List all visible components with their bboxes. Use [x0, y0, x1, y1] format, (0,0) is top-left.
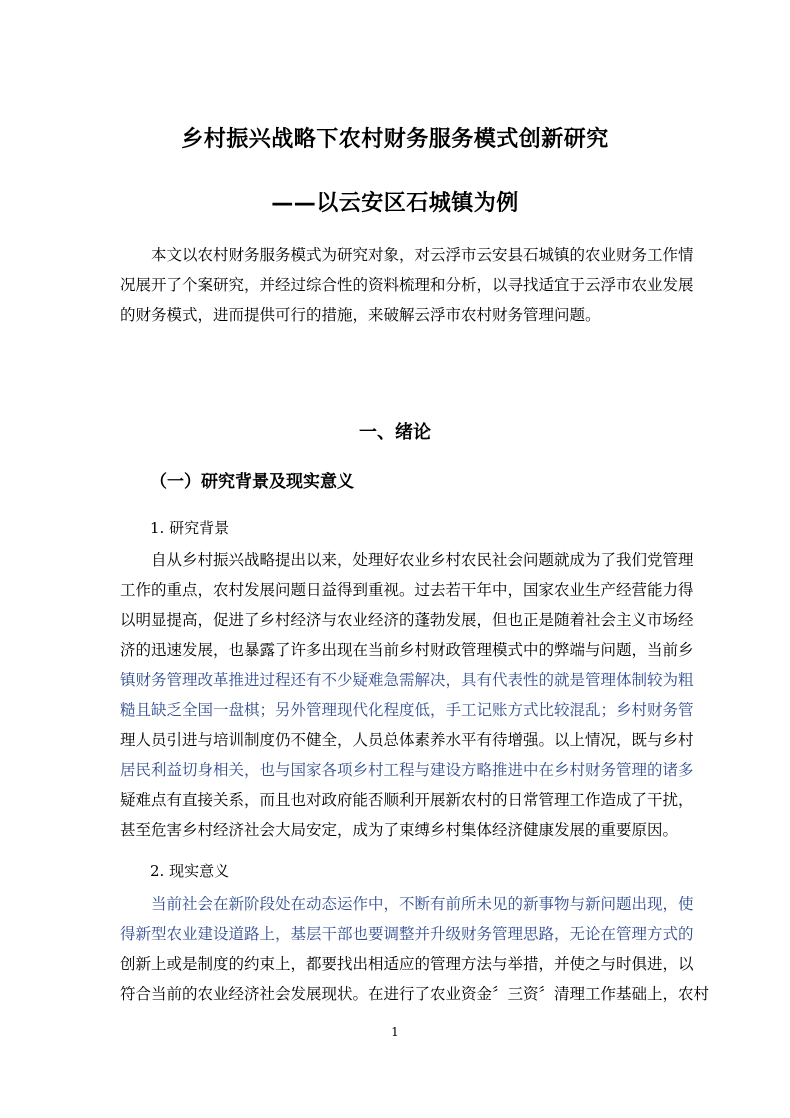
body-line: 符合当前的农业经济社会发展现状。在进行了农业资金〞三资〞清理工作基础上，农村: [120, 985, 710, 1003]
body-line: 疑难点有直接关系，而且也对政府能否顺利开展新农村的日常管理工作造成了干扰，: [120, 791, 694, 809]
body-line: 创新上或是制度的约束上，都要找出相适应的管理方法与举措，并使之与时俱进，以: [120, 955, 694, 973]
background-paragraph: [120, 545, 710, 845]
item-heading-research-background: 1. 研究背景: [150, 519, 230, 537]
body-line: 镇财务管理改革推进过程还有不少疑难急需解决，具有代表性的就是管理体制较为粗: [120, 671, 694, 689]
significance-paragraph: [120, 889, 710, 1009]
body-line: 济的迅速发展，也暴露了许多出现在当前乡村财政管理模式中的弊端与问题，当前乡: [120, 641, 694, 659]
body-line: 当前社会在新阶段处在动态运作中，不断有前所未见的新事物与新问题出现，使: [151, 895, 694, 913]
abstract-line: 况展开了个案研究，并经过综合性的资料梳理和分析，以寻找适宜于云浮市农业发展: [120, 276, 694, 294]
body-line: 得新型农业建设道路上，基层干部也要调整并升级财务管理思路，无论在管理方式的: [120, 925, 694, 943]
body-line: 居民利益切身相关，也与国家各项乡村工程与建设方略推进中在乡村财务管理的诸多: [120, 761, 694, 779]
document-subtitle: ——以云安区石城镇为例: [271, 191, 519, 216]
body-line: 甚至危害乡村经济社会大局安定，成为了束缚乡村集体经济健康发展的重要原因。: [120, 821, 679, 839]
item-heading-practical-significance: 2. 现实意义: [150, 862, 230, 880]
subsection-heading: （一）研究背景及现实意义: [150, 472, 354, 492]
body-line: 以明显提高，促进了乡村经济与农业经济的蓬勃发展，但也正是随着社会主义市场经: [120, 611, 694, 629]
body-line: 理人员引进与培训制度仍不健全，人员总体素养水平有待增强。以上情况，既与乡村: [120, 731, 694, 749]
body-line: 糙且缺乏全国一盘棋；另外管理现代化程度低，手工记账方式比较混乱；乡村财务管: [120, 701, 694, 719]
document-title: 乡村振兴战略下农村财务服务模式创新研究: [181, 127, 609, 152]
abstract-line: 本文以农村财务服务模式为研究对象，对云浮市云安县石城镇的农业财务工作情: [151, 246, 694, 264]
body-line: 工作的重点，农村发展问题日益得到重视。过去若干年中，国家农业生产经营能力得: [120, 581, 694, 599]
abstract-paragraph: [120, 240, 710, 330]
abstract-line: 的财务模式，进而提供可行的措施，来破解云浮市农村财务管理问题。: [120, 306, 601, 324]
section-heading: 一、绪论: [359, 422, 431, 443]
body-line: 自从乡村振兴战略提出以来，处理好农业乡村农民社会问题就成为了我们党管理: [151, 551, 694, 569]
page-number: 1: [391, 1025, 399, 1039]
